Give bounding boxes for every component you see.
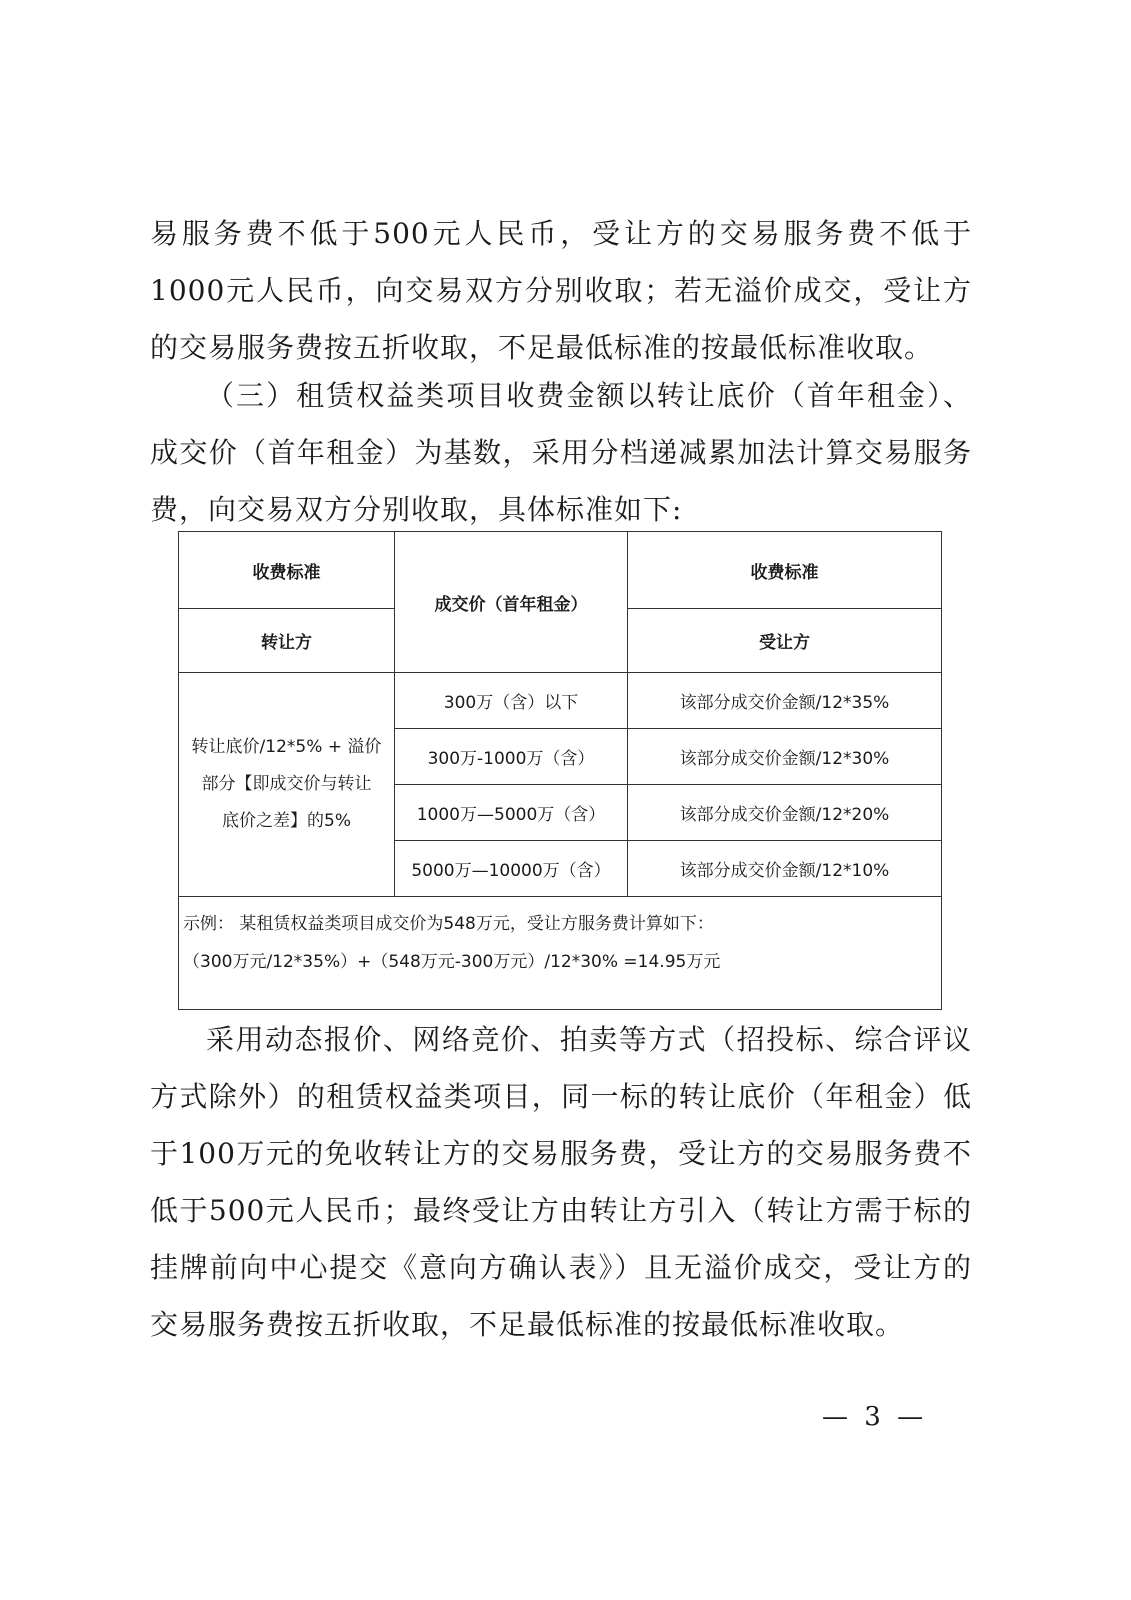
header-fee-standard-left: 收费标准 bbox=[179, 532, 395, 609]
transferor-rule-line: 部分【即成交价与转让 bbox=[201, 774, 372, 794]
price-range-cell: 1000万—5000万（含） bbox=[395, 785, 628, 841]
transferee-fee-cell: 该部分成交价金额/12*35% bbox=[628, 673, 942, 729]
paragraph-fee-continuation: 易服务费不低于500元人民币，受让方的交易服务费不低于1000元人民币，向交易双方分别收取；若无溢价成交，受让方的交易服务费按五折收取，不足最低标准的按最低标准收取。 bbox=[150, 217, 972, 364]
header-transferor: 转让方 bbox=[179, 609, 395, 673]
price-range-cell: 5000万—10000万（含） bbox=[395, 841, 628, 897]
price-range-cell: 300万（含）以下 bbox=[395, 673, 628, 729]
header-transferee: 受让方 bbox=[628, 609, 942, 673]
paragraph-lease-rights-intro: （三）租赁权益类项目收费金额以转让底价（首年租金）、成交价（首年租金）为基数，采用分档递减累加法计算交易服务费，向交易双方分别收取，具体标准如下: bbox=[150, 379, 972, 526]
header-fee-standard-right: 收费标准 bbox=[628, 532, 942, 609]
transferor-fee-rule bbox=[179, 673, 395, 897]
example-calculation bbox=[179, 897, 942, 1010]
example-line: 示例： 某租赁权益类项目成交价为548万元，受让方服务费计算如下： bbox=[183, 914, 714, 934]
transferor-rule-line: 底价之差】的5% bbox=[222, 811, 351, 831]
transferee-fee-cell: 该部分成交价金额/12*30% bbox=[628, 729, 942, 785]
transferor-rule-line: 转让底价/12*5% + 溢价 bbox=[191, 737, 382, 757]
header-transaction-price: 成交价（首年租金） bbox=[395, 532, 628, 673]
transferee-fee-cell: 该部分成交价金额/12*10% bbox=[628, 841, 942, 897]
example-line: （300万元/12*35%）+（548万元-300万元）/12*30% =14.95万元 bbox=[183, 952, 721, 972]
fee-standard-table bbox=[178, 531, 942, 1010]
price-range-cell: 300万-1000万（含） bbox=[395, 729, 628, 785]
page-number: — 3 — bbox=[822, 1402, 928, 1432]
transferee-fee-cell: 该部分成交价金额/12*20% bbox=[628, 785, 942, 841]
paragraph-dynamic-bidding: 采用动态报价、网络竞价、拍卖等方式（招投标、综合评议方式除外）的租赁权益类项目，同一标的转让底价（年租金）低于100万元的免收转让方的交易服务费，受让方的交易服务费不低于500元人民币；最终受让方由转让方引入（转让方需于标的挂牌前向中心提交《意向方确认表》）且无溢价成交，受让方的交易服务费按五折收取，不足最低标准的按最低标准收取。 bbox=[150, 1023, 972, 1341]
